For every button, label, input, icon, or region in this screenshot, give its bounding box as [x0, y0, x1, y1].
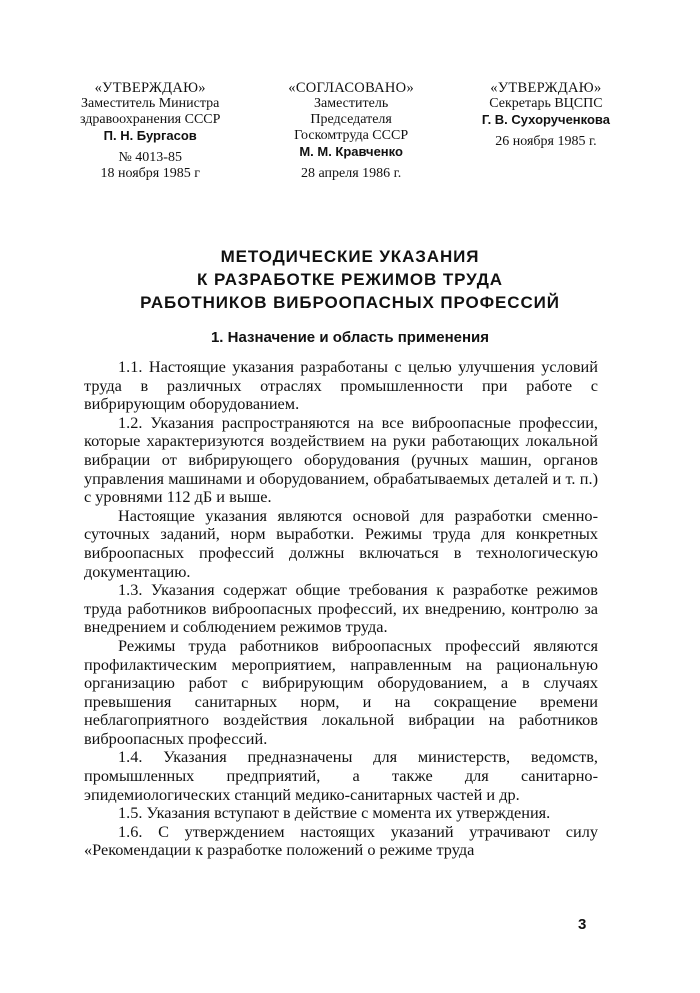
paragraph-1-6: 1.6. С утверждением настоящих указаний утрачивают силу «Рекомендации к разработке положений о режиме труда — [84, 821, 598, 860]
approval-position: Заместитель Министра — [81, 96, 220, 111]
title-line: К РАЗРАБОТКЕ РЕЖИМОВ ТРУДА — [197, 270, 503, 289]
approval-position: Заместитель — [314, 96, 389, 111]
approval-date: 28 апреля 1986 г. — [300, 166, 402, 181]
paragraph-1-3-continued: Режимы труда работников виброопасных профессий являются профилактическим мероприятием, направленным на рациональную организацию работ с вибрирующим оборудованием, а в случаях превышения санитарных норм, и на сокращение времени неблагоприятного воздействия локальной вибрации на работников виброопасных профессий. — [84, 635, 598, 748]
approval-goskomtrud — [288, 80, 414, 182]
document-title — [0, 245, 700, 314]
title-line: МЕТОДИЧЕСКИЕ УКАЗАНИЯ — [220, 247, 480, 266]
paragraph-1-3: 1.3. Указания содержат общие требования к разработке режимов труда работников виброопасных профессий, их внедрению, контролю за внедрением и соблюдением режимов труда. — [84, 580, 598, 637]
approval-date: 26 ноября 1985 г. — [495, 134, 597, 149]
body-text — [84, 358, 598, 860]
page-number: 3 — [578, 916, 587, 933]
approval-ministry-health — [80, 80, 220, 182]
approval-position: Госкомтруда СССР — [294, 128, 409, 143]
approval-block — [80, 80, 610, 182]
approval-position: Председателя — [310, 112, 392, 127]
approval-signatory-name: М. М. Кравченко — [299, 144, 403, 159]
approval-number: № 4013-85 — [118, 150, 182, 165]
approval-position: Секретарь ВЦСПС — [489, 96, 603, 111]
paragraph-1-2-continued: Настоящие указания являются основой для разработки сменно-суточных заданий, норм выработки. Режимы труда для конкретных виброопасных профессий должны включаться в технологическую документацию. — [84, 505, 598, 581]
paragraph-1-5: 1.5. Указания вступают в действие с момента их утверждения. — [118, 803, 551, 823]
section-heading: 1. Назначение и область применения — [210, 329, 490, 346]
approval-date: 18 ноября 1985 г — [100, 166, 200, 181]
paragraph-1-2: 1.2. Указания распространяются на все виброопасные профессии, которые характеризуются воздействием на руки работающих локальной вибрации от вибрирующего оборудования (ручных машин, органов управления машинами и оборудованием, обрабатываемых деталей и т. п.) с уровнями 112 дБ и выше. — [84, 412, 598, 507]
approval-signatory-name: Г. В. Сухорученкова — [481, 112, 610, 127]
approval-heading: «СОГЛАСОВАНО» — [288, 80, 414, 96]
approval-position: здравоохранения СССР — [80, 112, 221, 127]
title-line: РАБОТНИКОВ ВИБРООПАСНЫХ ПРОФЕССИЙ — [140, 293, 560, 312]
approval-vtssps — [482, 80, 610, 182]
approval-heading: «УТВЕРЖДАЮ» — [490, 80, 602, 96]
approval-heading: «УТВЕРЖДАЮ» — [94, 80, 206, 96]
approval-signatory-name: П. Н. Бургасов — [103, 128, 197, 143]
paragraph-1-4: 1.4. Указания предназначены для министерств, ведомств, промышленных предприятий, а также для санитарно-эпидемиологических станций медико-санитарных частей и др. — [84, 747, 598, 804]
paragraph-1-1: 1.1. Настоящие указания разработаны с целью улучшения условий труда в различных отраслях промышленности при работе с вибрирующим оборудованием. — [84, 357, 598, 414]
